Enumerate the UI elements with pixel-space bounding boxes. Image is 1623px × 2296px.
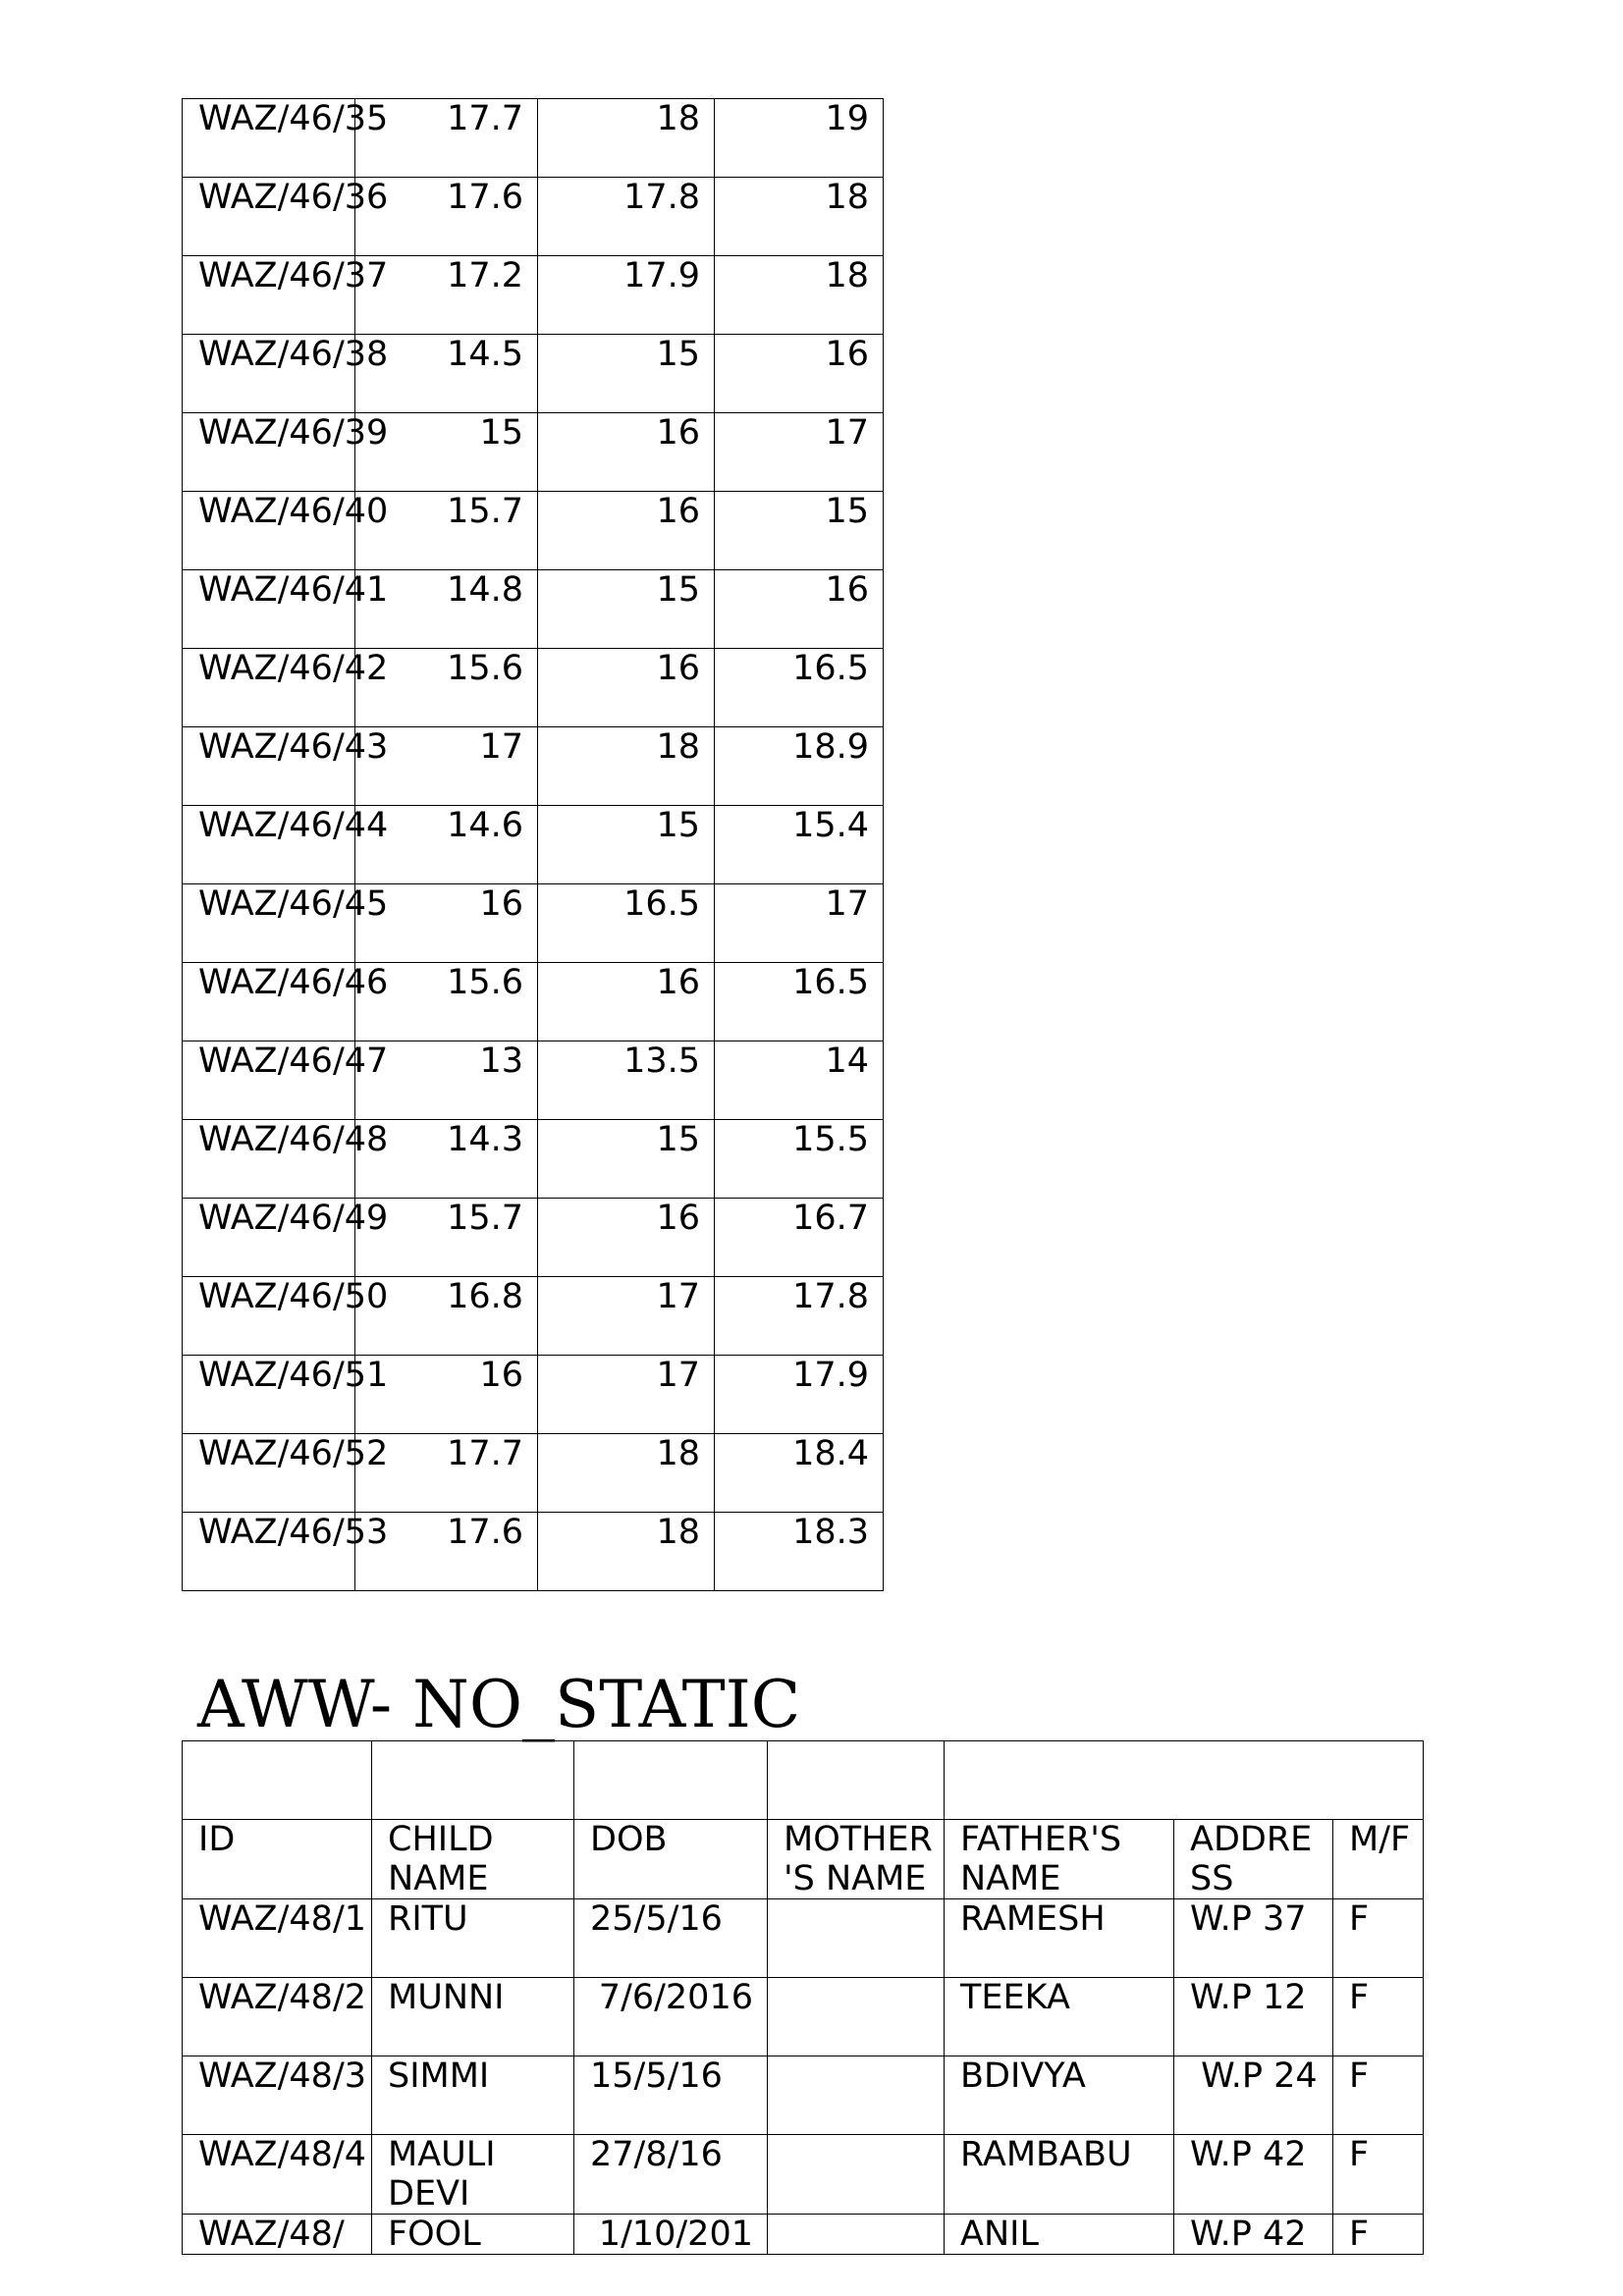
value-cell: 17.9 [538, 256, 715, 335]
sex: F [1333, 2215, 1424, 2255]
dob: 1/10/201 [574, 2215, 768, 2255]
value-cell: 18 [538, 1434, 715, 1513]
row-id: WAZ/46/49 [183, 1199, 355, 1277]
address: W.P 37 [1174, 1899, 1333, 1978]
sex: F [1333, 1978, 1424, 2056]
address: W.P 12 [1174, 1978, 1333, 2056]
mother-name [768, 2135, 945, 2215]
value-cell: 18 [715, 178, 884, 256]
value-cell: 16 [538, 963, 715, 1041]
value-cell: 17.6 [355, 1513, 538, 1591]
row-id: WAZ/46/35 [183, 99, 355, 178]
row-id: WAZ/46/46 [183, 963, 355, 1041]
value-cell: 18.3 [715, 1513, 884, 1591]
row-id: WAZ/46/45 [183, 884, 355, 963]
value-cell: 17 [715, 884, 884, 963]
value-cell: 15 [355, 413, 538, 492]
children-table [182, 1740, 1424, 2255]
table-row [183, 1277, 884, 1356]
column-header-id: ID [183, 1820, 372, 1899]
column-header-father-name: FATHER'S NAME [945, 1820, 1174, 1899]
column-header-address: ADDRE SS [1174, 1820, 1333, 1899]
value-cell: 15 [538, 570, 715, 649]
value-cell: 15.4 [715, 806, 884, 884]
dob: 7/6/2016 [574, 1978, 768, 2056]
table-row [183, 99, 884, 178]
table-row [183, 806, 884, 884]
value-cell: 16 [715, 570, 884, 649]
mother-name [768, 1899, 945, 1978]
value-cell: 15 [538, 1120, 715, 1199]
measurements-table [182, 98, 884, 1591]
header-row [183, 1820, 1424, 1899]
table-row [183, 727, 884, 806]
table-row [183, 1199, 884, 1277]
child-name: FOOL [372, 2215, 574, 2255]
value-cell: 18 [715, 256, 884, 335]
row-id: WAZ/46/44 [183, 806, 355, 884]
father-name: RAMESH [945, 1899, 1174, 1978]
value-cell: 18 [538, 1513, 715, 1591]
value-cell: 17.8 [715, 1277, 884, 1356]
value-cell: 15.7 [355, 492, 538, 570]
section-heading: AWW- NO_STATIC [197, 1667, 801, 1742]
value-cell: 17.8 [538, 178, 715, 256]
column-header-child-name: CHILD NAME [372, 1820, 574, 1899]
value-cell: 17 [538, 1356, 715, 1434]
value-cell: 17.7 [355, 99, 538, 178]
child-id: WAZ/48/4 [183, 2135, 372, 2215]
value-cell: 14.5 [355, 335, 538, 413]
child-name: MUNNI [372, 1978, 574, 2056]
table-row [183, 2135, 1424, 2215]
table-row [183, 963, 884, 1041]
value-cell: 18.4 [715, 1434, 884, 1513]
value-cell: 16 [355, 1356, 538, 1434]
blank-cell [768, 1741, 945, 1820]
dob: 15/5/16 [574, 2056, 768, 2135]
blank-header-row [183, 1741, 1424, 1820]
child-name: RITU [372, 1899, 574, 1978]
table-row [183, 178, 884, 256]
value-cell: 16 [538, 649, 715, 727]
value-cell: 18 [538, 99, 715, 178]
value-cell: 13 [355, 1041, 538, 1120]
address: W.P 42 [1174, 2135, 1333, 2215]
value-cell: 19 [715, 99, 884, 178]
table-row [183, 335, 884, 413]
table-row [183, 256, 884, 335]
mother-name [768, 1978, 945, 2056]
value-cell: 17.9 [715, 1356, 884, 1434]
value-cell: 17 [538, 1277, 715, 1356]
value-cell: 16 [538, 492, 715, 570]
table-row [183, 1434, 884, 1513]
row-id: WAZ/46/43 [183, 727, 355, 806]
table-row [183, 1978, 1424, 2056]
row-id: WAZ/46/36 [183, 178, 355, 256]
table-row [183, 1041, 884, 1120]
child-name: MAULI DEVI [372, 2135, 574, 2215]
value-cell: 15.6 [355, 649, 538, 727]
row-id: WAZ/46/53 [183, 1513, 355, 1591]
value-cell: 14.3 [355, 1120, 538, 1199]
value-cell: 15.5 [715, 1120, 884, 1199]
sex: F [1333, 2056, 1424, 2135]
table-row [183, 1899, 1424, 1978]
father-name: TEEKA [945, 1978, 1174, 2056]
table-row [183, 413, 884, 492]
column-header-mother-name: MOTHER 'S NAME [768, 1820, 945, 1899]
value-cell: 16.5 [538, 884, 715, 963]
value-cell: 16.5 [715, 963, 884, 1041]
sex: F [1333, 2135, 1424, 2215]
value-cell: 15.6 [355, 963, 538, 1041]
blank-merged-cell [945, 1741, 1424, 1820]
value-cell: 15 [715, 492, 884, 570]
value-cell: 17 [355, 727, 538, 806]
table-row [183, 570, 884, 649]
value-cell: 17 [715, 413, 884, 492]
value-cell: 16 [355, 884, 538, 963]
value-cell: 14.6 [355, 806, 538, 884]
child-id: WAZ/48/ [183, 2215, 372, 2255]
row-id: WAZ/46/37 [183, 256, 355, 335]
value-cell: 14 [715, 1041, 884, 1120]
table-row [183, 649, 884, 727]
table-row [183, 1513, 884, 1591]
table-row [183, 1120, 884, 1199]
value-cell: 17.2 [355, 256, 538, 335]
row-id: WAZ/46/40 [183, 492, 355, 570]
child-id: WAZ/48/3 [183, 2056, 372, 2135]
value-cell: 16.8 [355, 1277, 538, 1356]
table-row [183, 2215, 1424, 2255]
table-row [183, 1356, 884, 1434]
value-cell: 15.7 [355, 1199, 538, 1277]
row-id: WAZ/46/41 [183, 570, 355, 649]
value-cell: 16 [538, 1199, 715, 1277]
value-cell: 15 [538, 335, 715, 413]
blank-cell [574, 1741, 768, 1820]
father-name: RAMBABU [945, 2135, 1174, 2215]
row-id: WAZ/46/38 [183, 335, 355, 413]
column-header-dob: DOB [574, 1820, 768, 1899]
row-id: WAZ/46/47 [183, 1041, 355, 1120]
blank-cell [372, 1741, 574, 1820]
father-name: BDIVYA [945, 2056, 1174, 2135]
sex: F [1333, 1899, 1424, 1978]
value-cell: 18 [538, 727, 715, 806]
column-header-sex: M/F [1333, 1820, 1424, 1899]
mother-name [768, 2215, 945, 2255]
row-id: WAZ/46/42 [183, 649, 355, 727]
mother-name [768, 2056, 945, 2135]
value-cell: 13.5 [538, 1041, 715, 1120]
address: W.P 42 [1174, 2215, 1333, 2255]
dob: 27/8/16 [574, 2135, 768, 2215]
value-cell: 16.5 [715, 649, 884, 727]
value-cell: 18.9 [715, 727, 884, 806]
table-row [183, 884, 884, 963]
father-name: ANIL [945, 2215, 1174, 2255]
row-id: WAZ/46/51 [183, 1356, 355, 1434]
row-id: WAZ/46/39 [183, 413, 355, 492]
row-id: WAZ/46/48 [183, 1120, 355, 1199]
address: W.P 24 [1174, 2056, 1333, 2135]
child-id: WAZ/48/1 [183, 1899, 372, 1978]
dob: 25/5/16 [574, 1899, 768, 1978]
table-row [183, 2056, 1424, 2135]
row-id: WAZ/46/50 [183, 1277, 355, 1356]
value-cell: 16 [715, 335, 884, 413]
value-cell: 14.8 [355, 570, 538, 649]
table-row [183, 492, 884, 570]
value-cell: 17.7 [355, 1434, 538, 1513]
child-name: SIMMI [372, 2056, 574, 2135]
blank-cell [183, 1741, 372, 1820]
value-cell: 16 [538, 413, 715, 492]
row-id: WAZ/46/52 [183, 1434, 355, 1513]
value-cell: 17.6 [355, 178, 538, 256]
child-id: WAZ/48/2 [183, 1978, 372, 2056]
value-cell: 16.7 [715, 1199, 884, 1277]
value-cell: 15 [538, 806, 715, 884]
